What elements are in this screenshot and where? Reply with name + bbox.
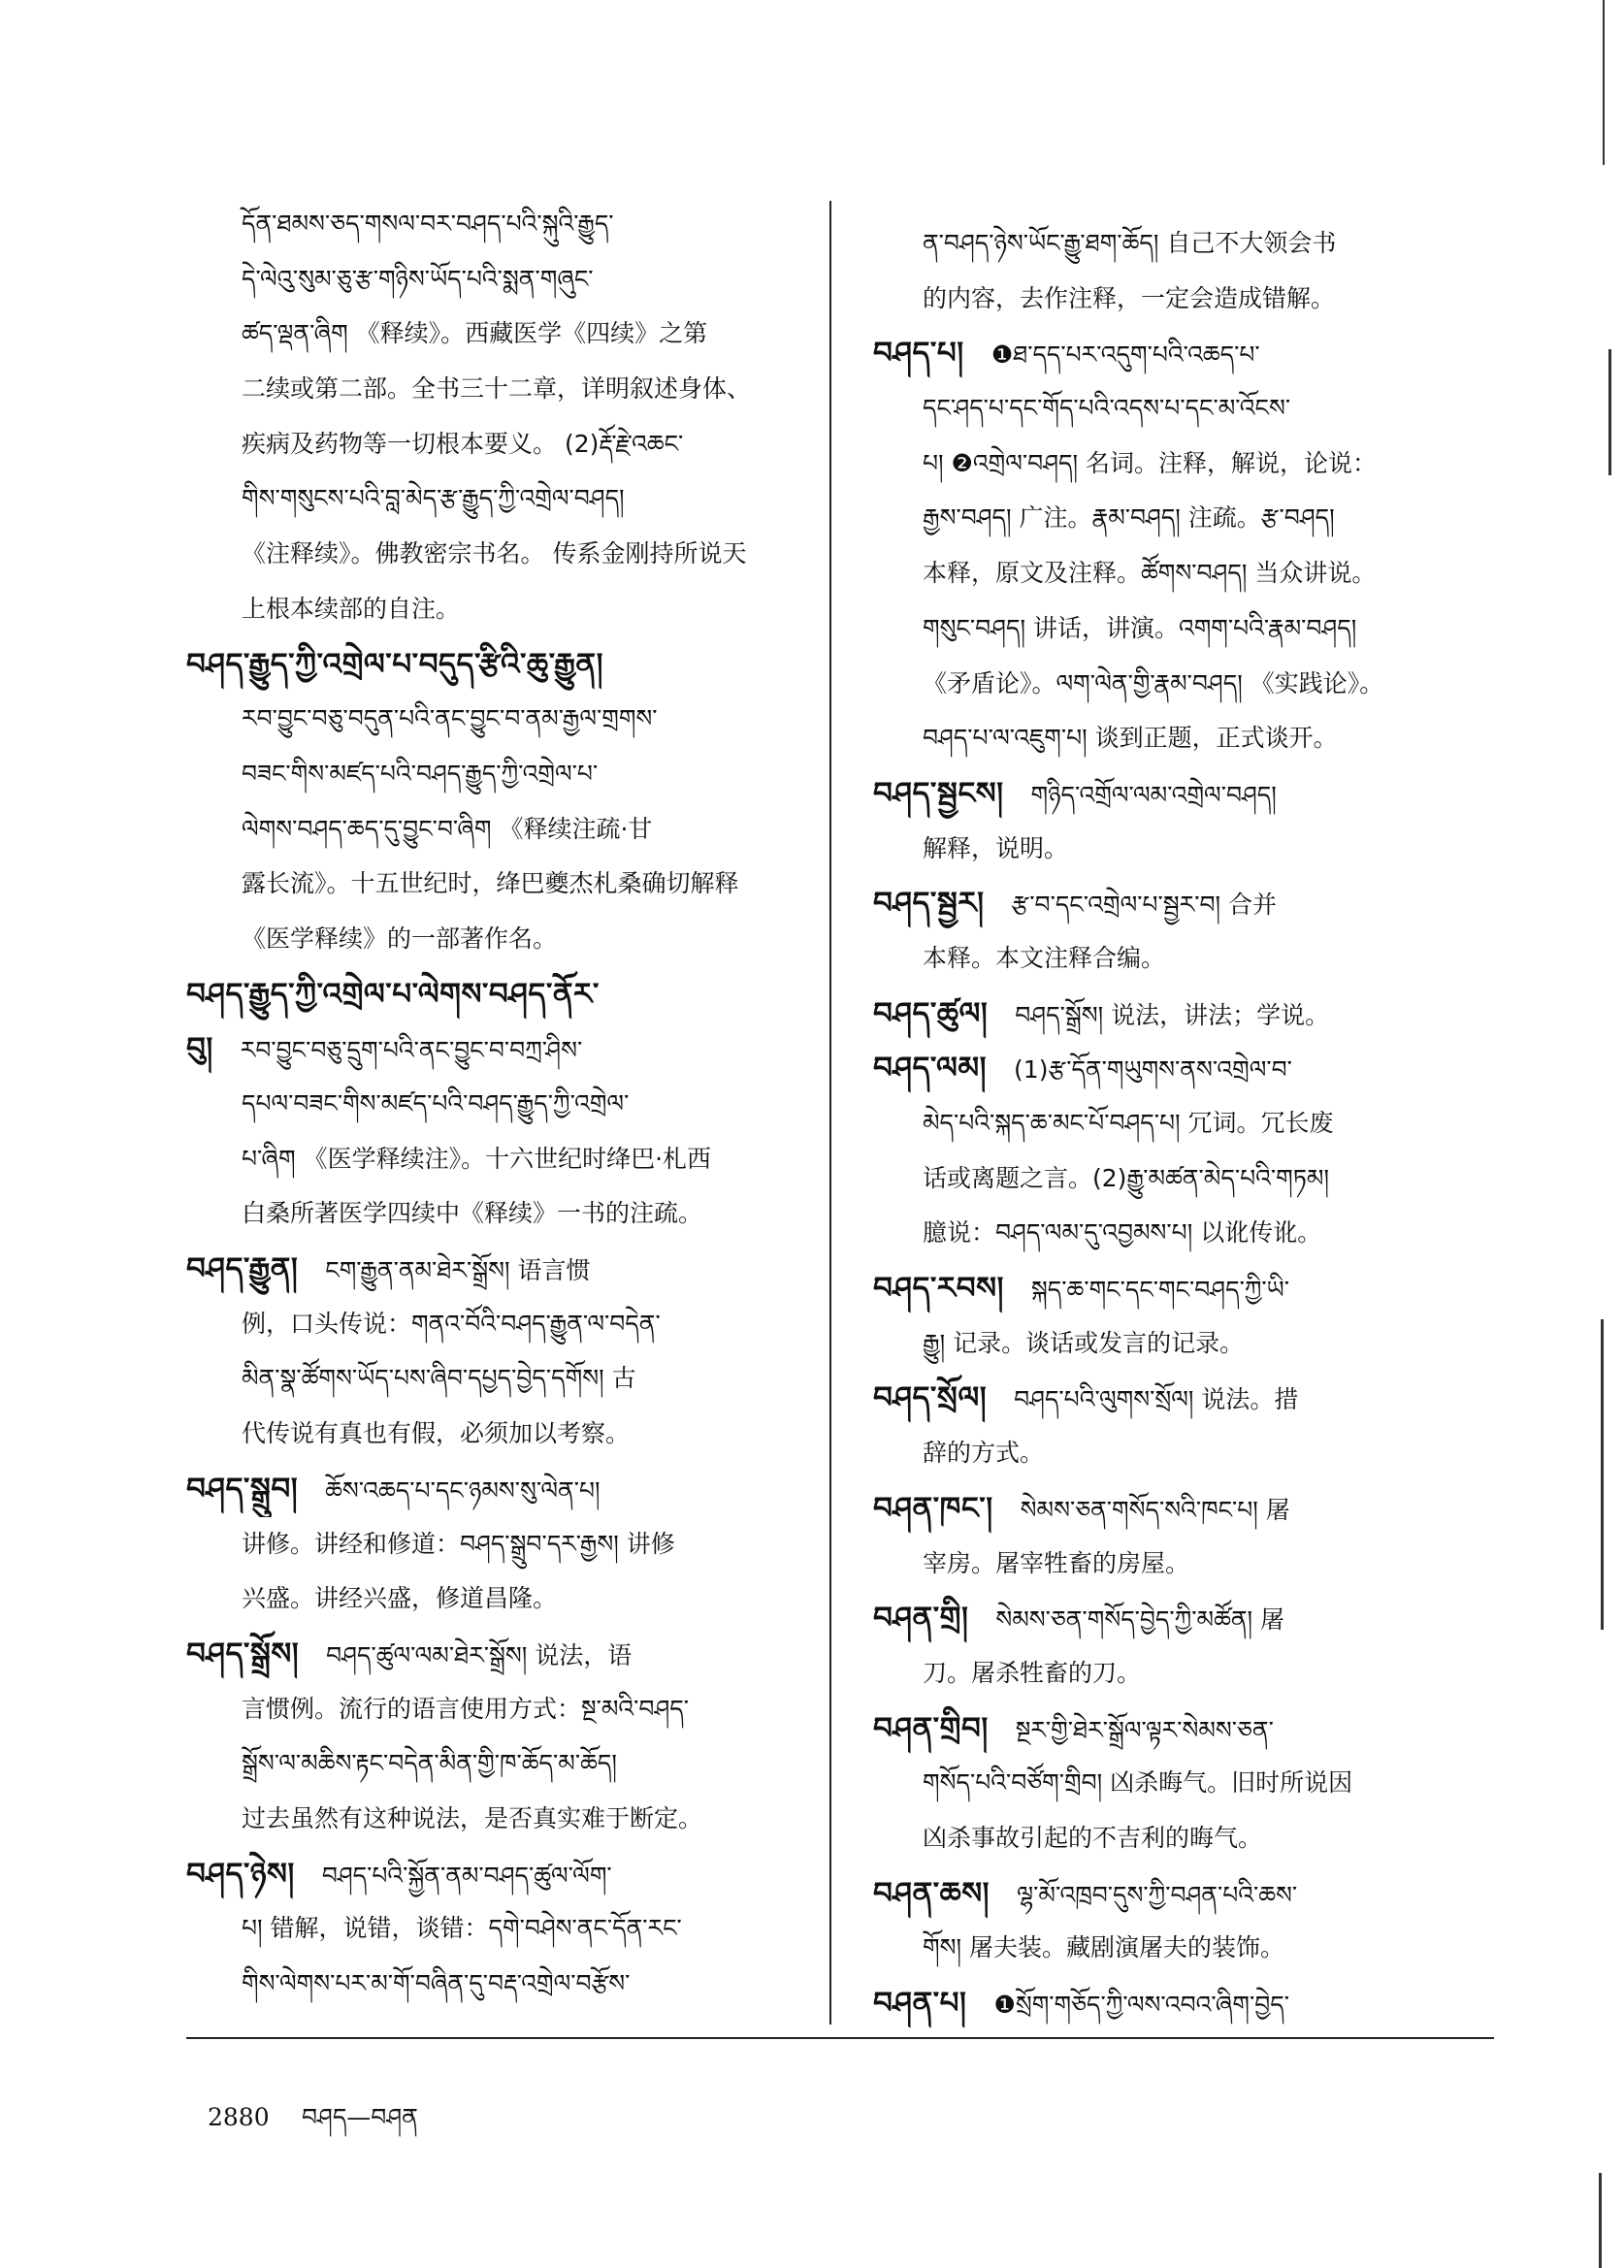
headword: བཤད་རྒྱུན། bbox=[186, 1251, 299, 1287]
guide-words: བཤད—བཤན bbox=[302, 2103, 418, 2131]
text-line bbox=[186, 471, 807, 527]
text-line bbox=[873, 822, 1496, 877]
definition-text: ཚད་ལྡན་ཞིག 《释续》。西藏医学《四续》之第 bbox=[242, 319, 708, 348]
definition-text: 言惯例。流行的语言使用方式：སྔ་མའི་བཤད་ bbox=[242, 1694, 689, 1723]
definition-text: མེད་པའི་སྐད་ཆ་མང་པོ་བཤད་པ། 冗词。冗长废 bbox=[923, 1109, 1334, 1137]
text-line bbox=[873, 491, 1496, 546]
headword: བཤད་སྦྱངས། bbox=[873, 775, 1004, 811]
text-line bbox=[186, 1297, 807, 1352]
definition-text: (1)རྩ་དོན་གཡུགས་ནས་འགྲེལ་བ་ bbox=[1014, 1055, 1292, 1085]
definition-text: 宰房。屠宰牲畜的房屋。 bbox=[923, 1548, 1190, 1577]
text-line bbox=[186, 747, 807, 802]
text-line bbox=[186, 252, 807, 308]
text-line bbox=[186, 1957, 807, 2012]
definition-text: བཤད་པ་ལ་འཇུག་པ། 谈到正题，正式谈开。 bbox=[923, 724, 1338, 753]
right-column bbox=[873, 216, 1496, 2031]
text-line bbox=[186, 802, 807, 858]
headword: བཤད་སྲོལ། bbox=[873, 1380, 988, 1416]
definition-text: པ། 错解，说错，谈错：དགེ་བཤེས་ནང་དོན་རང་ bbox=[242, 1914, 682, 1943]
definition-text: ཆོས་འཆད་པ་དང་ཉམས་སུ་ལེན་པ། bbox=[325, 1475, 601, 1505]
definition-text: པ་ཞིག 《医学释续注》。十六世纪时绛巴·札西 bbox=[242, 1144, 712, 1173]
page-number: 2880 bbox=[208, 2103, 270, 2131]
text-line bbox=[186, 1682, 807, 1737]
definition-text: 《矛盾论》。ལག་ལེན་གྱི་རྣམ་བཤད། 《实践论》。 bbox=[923, 668, 1384, 697]
entry-line bbox=[873, 766, 1496, 822]
headword: བཤན་གྲི། bbox=[873, 1601, 969, 1636]
definition-text: སེམས་ཅན་གསོད་སའི་ཁང་པ། 屠 bbox=[1020, 1495, 1290, 1524]
text-line bbox=[873, 1151, 1496, 1207]
definition-text: 二续或第二部。全书三十二章，详明叙述身体、 bbox=[242, 374, 752, 404]
entry-line bbox=[873, 1866, 1496, 1922]
text-line bbox=[873, 931, 1496, 987]
text-line bbox=[186, 912, 807, 967]
definition-text: 凶杀事故引起的不吉利的晦气。 bbox=[923, 1823, 1263, 1852]
text-line bbox=[186, 1792, 807, 1847]
headword: བཤད་ལམ། bbox=[873, 1051, 988, 1086]
entry-line bbox=[186, 1242, 807, 1297]
text-line bbox=[873, 272, 1496, 327]
entry-line bbox=[873, 876, 1496, 931]
text-line bbox=[186, 692, 807, 747]
text-line bbox=[873, 1756, 1496, 1811]
entry-line bbox=[873, 1591, 1496, 1646]
scan-edge-mark bbox=[1601, 1319, 1604, 1630]
definition-text: སྔར་གྱི་ཐེར་སྒྲོལ་ལྟར་སེམས་ཅན་ bbox=[1015, 1715, 1274, 1744]
definition-text: ❶སྲོག་གཅོད་ཀྱི་ལས་འབའ་ཞིག་བྱེད་ bbox=[993, 1991, 1290, 2019]
entry-line bbox=[873, 1371, 1496, 1426]
definition-text: 《注释续》。佛教密宗书名。 传系金刚持所说天 bbox=[242, 539, 747, 568]
text-line bbox=[873, 1811, 1496, 1866]
definition-text: 的内容，去作注释，一定会造成错解。 bbox=[923, 283, 1336, 312]
definition-text: སེམས་ཅན་གསོད་བྱེད་ཀྱི་མཚོན། 屠 bbox=[995, 1605, 1285, 1635]
definition-text: དོན་ཐམས་ཅད་གསལ་བར་བཤད་པའི་སྐུའི་རྒྱུད་ bbox=[242, 210, 614, 238]
headword: བཤད་རྒྱུད་ཀྱི་འགྲེལ་པ་ལེགས་བཤད་ནོར་ bbox=[186, 976, 600, 1012]
headword: བཤན་ཁང་། bbox=[873, 1490, 993, 1526]
entry-line bbox=[186, 967, 807, 1022]
text-line bbox=[873, 381, 1496, 437]
definition-text: 上根本续部的自注。 bbox=[242, 594, 461, 623]
text-line bbox=[186, 1901, 807, 1957]
scan-edge-mark bbox=[1599, 2173, 1602, 2268]
text-line bbox=[186, 1186, 807, 1242]
text-line bbox=[873, 1316, 1496, 1372]
definition-text: རྒྱས་བཤད། 广注。རྣམ་བཤད། 注疏。རྩ་བཤད། bbox=[923, 503, 1335, 533]
definition-text: 辞的方式。 bbox=[923, 1439, 1045, 1468]
headword: བཤན་པ། bbox=[873, 1986, 967, 2021]
text-line bbox=[873, 437, 1496, 492]
footer-rule bbox=[186, 2037, 1494, 2039]
definition-text: 臆说：བཤད་ལམ་དུ་འབྱམས་པ། 以讹传讹。 bbox=[923, 1218, 1322, 1247]
definition-text: ལེགས་བཤད་ཆད་དུ་བྱུང་བ་ཞིག 《释续注疏·甘 bbox=[242, 814, 653, 843]
definition-text: 露长流》。十五世纪时，绛巴夔杰札桑确切解释 bbox=[242, 869, 739, 898]
definition-text: 白桑所著医学四续中《释续》一书的注疏。 bbox=[242, 1199, 703, 1228]
definition-text: བཤད་སྒྲོས། 说法，讲法；学说。 bbox=[1015, 1000, 1330, 1029]
definition-text: 兴盛。讲经兴盛，修道昌隆。 bbox=[242, 1584, 558, 1613]
scan-edge-mark bbox=[1603, 0, 1605, 165]
headword: བཤད་རྒྱུད་ཀྱི་འགྲེལ་པ་བདུད་རྩིའི་ཆུ་རྒྱུན། bbox=[186, 646, 603, 682]
definition-text: ལྷ་མོ་འཁྲབ་དུས་ཀྱི་བཤན་པའི་ཆས་ bbox=[1017, 1880, 1298, 1909]
definition-text: རབ་བྱུང་བཅུ་བདུན་པའི་ནང་བྱུང་བ་ནམ་རྒྱལ་གྲགས་ bbox=[242, 704, 658, 733]
definition-text: རབ་བྱུང་བཅུ་དྲུག་པའི་ནང་བྱུང་བ་བཀྲ་ཤིས་ bbox=[240, 1036, 583, 1065]
entry-line bbox=[186, 1627, 807, 1682]
headword: བཤད་རབས། bbox=[873, 1271, 1004, 1307]
definition-text: གིས་གསུངས་པའི་བླ་མེད་རྩ་རྒྱུད་ཀྱི་འགྲེལ་བཤད། bbox=[242, 484, 625, 513]
definition-text: 《医学释续》的一部著作名。 bbox=[242, 923, 558, 953]
definition-text: སྐད་ཆ་གང་དང་གང་བཤད་ཀྱི་ཡི་ bbox=[1030, 1276, 1290, 1305]
definition-text: རྒྱུ། 记录。谈话或发言的记录。 bbox=[923, 1328, 1245, 1357]
text-line bbox=[186, 1351, 807, 1407]
text-line bbox=[873, 657, 1496, 712]
definition-text: 例，口头传说：གནའ་བོའི་བཤད་རྒྱུན་ལ་བདེན་ bbox=[242, 1309, 661, 1338]
definition-text: བཤད་ཚུལ་ལམ་ཐེར་སྒྲོས། 说法，语 bbox=[326, 1640, 633, 1669]
text-line bbox=[873, 546, 1496, 601]
text-line bbox=[186, 1736, 807, 1792]
text-line bbox=[186, 1517, 807, 1572]
definition-text: གོས། 屠夫装。藏剧演屠夫的装饰。 bbox=[923, 1933, 1284, 1962]
entry-line bbox=[186, 1462, 807, 1517]
definition-text: བཤད་པའི་སྐྱོན་ནམ་བཤད་ཚུལ་ལོག་ bbox=[321, 1861, 612, 1890]
headword: བུ། bbox=[186, 1031, 213, 1067]
text-line bbox=[186, 1571, 807, 1627]
definition-text: 本释，原文及注释。ཚོགས་བཤད། 当众讲说。 bbox=[923, 559, 1377, 588]
definition-text: བཟང་གིས་མཛད་པའི་བཤད་རྒྱུད་ཀྱི་འགྲེལ་པ་ bbox=[242, 759, 599, 788]
definition-text: 解释，说明。 bbox=[923, 833, 1069, 862]
left-column bbox=[186, 197, 807, 2012]
definition-text: དང་ཤད་པ་དང་གོད་པའི་འདས་པ་དང་མ་འོངས་ bbox=[923, 394, 1291, 423]
definition-text: དཔལ་བཟང་གིས་མཛད་པའི་བཤད་རྒྱུད་ཀྱི་འགྲེལ་ bbox=[242, 1089, 630, 1118]
definition-text: གིས་ལེགས་པར་མ་གོ་བཞིན་དུ་བརྡ་འགྲེལ་བརྩོས་ bbox=[242, 1969, 631, 1997]
text-line bbox=[186, 527, 807, 582]
headword: བཤད་ཚུལ། bbox=[873, 995, 989, 1031]
entry-line bbox=[873, 1701, 1496, 1757]
definition-text: མིན་སྣ་ཚོགས་ཡོད་པས་ཞིབ་དཔྱད་བྱེད་དགོས། 古 bbox=[242, 1364, 636, 1393]
text-line bbox=[873, 1096, 1496, 1151]
text-line bbox=[186, 307, 807, 362]
headword: བཤན་གྲིབ། bbox=[873, 1710, 989, 1746]
definition-text: 代传说有真也有假，必须加以考察。 bbox=[242, 1419, 631, 1448]
entry-line bbox=[186, 1021, 807, 1077]
definition-text: ངག་རྒྱུན་ནམ་ཐེར་སྒྲོས། 语言惯 bbox=[325, 1256, 591, 1285]
definition-text: 疾病及药物等一切根本要义。 (2)རྡོ་རྗེ་འཆང་ bbox=[242, 429, 684, 458]
text-line bbox=[873, 216, 1496, 272]
entry-line bbox=[873, 1481, 1496, 1537]
definition-text: བཤད་པའི་ལུགས་སྲོལ། 说法。措 bbox=[1014, 1385, 1299, 1414]
headword: བཤད་པ། bbox=[873, 336, 964, 372]
entry-line bbox=[873, 1261, 1496, 1316]
text-line bbox=[873, 1646, 1496, 1701]
text-line bbox=[186, 582, 807, 637]
entry-line bbox=[873, 1041, 1496, 1096]
column-divider bbox=[829, 201, 831, 2025]
headword: བཤད་སྒྲུབ། bbox=[186, 1471, 299, 1507]
entry-line bbox=[186, 637, 807, 693]
definition-text: གསོད་པའི་བཙོག་གྲིབ། 凶杀晦气。旧时所说因 bbox=[923, 1768, 1353, 1798]
definition-text: རྩ་བ་དང་འགྲེལ་པ་སྦྱར་བ། 合并 bbox=[1011, 891, 1277, 920]
definition-text: དེ་ལེའུ་སུམ་ཅུ་རྩ་གཉིས་ཡོད་པའི་སྨན་གཞུང་ bbox=[242, 264, 594, 293]
text-line bbox=[186, 362, 807, 417]
text-line bbox=[873, 1921, 1496, 1976]
definition-text: 讲修。讲经和修道：བཤད་སྒྲུབ་དར་རྒྱས། 讲修 bbox=[242, 1529, 675, 1558]
text-line bbox=[186, 1407, 807, 1462]
text-line bbox=[186, 197, 807, 252]
headword: བཤད་ཉེས། bbox=[186, 1856, 295, 1892]
text-line bbox=[873, 711, 1496, 766]
definition-text: 过去虽然有这种说法，是否真实难于断定。 bbox=[242, 1803, 703, 1832]
text-line bbox=[873, 1537, 1496, 1592]
definition-text: སྒྲོས་ལ་མཆིས་རྟང་བདེན་མིན་གྱི་ཁ་ཆོད་མ་ཆོད། bbox=[242, 1749, 617, 1778]
entry-line bbox=[186, 1847, 807, 1902]
definition-text: ❶ཐ་དད་པར་འདུག་པའི་འཆད་པ་ bbox=[991, 340, 1260, 370]
definition-text: 话或离题之言。(2)རྒྱུ་མཚན་མེད་པའི་གཏམ། bbox=[923, 1163, 1329, 1192]
headword: བཤན་ཆས། bbox=[873, 1875, 991, 1911]
text-line bbox=[186, 857, 807, 912]
scan-edge-mark bbox=[1608, 349, 1611, 475]
headword: བཤད་སྒྲོས། bbox=[186, 1636, 300, 1671]
entry-line bbox=[873, 1976, 1496, 2031]
definition-text: པ། ❷འགྲེལ་བཤད། 名词。注释，解说，论说： bbox=[923, 448, 1377, 477]
text-line bbox=[873, 1426, 1496, 1481]
definition-text: གཉིད་འགྲོལ་ལམ་འགྲེལ་བཤད། bbox=[1030, 780, 1277, 809]
definition-text: གསུང་བཤད། 讲话，讲演。འགག་པའི་རྣམ་བཤད། bbox=[923, 613, 1357, 642]
text-line bbox=[186, 1132, 807, 1187]
definition-text: 本释。本文注释合编。 bbox=[923, 943, 1166, 972]
definition-text: ན་བཤད་ཉེས་ཡོང་རྒྱུ་ཐག་ཆོད། 自己不大领会书 bbox=[923, 229, 1337, 257]
headword: བཤད་སྦྱར། bbox=[873, 886, 985, 922]
text-line bbox=[873, 601, 1496, 657]
definition-text: 刀。屠杀牲畜的刀。 bbox=[923, 1658, 1142, 1687]
entry-line bbox=[873, 326, 1496, 381]
entry-line bbox=[873, 987, 1496, 1042]
text-line bbox=[873, 1206, 1496, 1261]
text-line bbox=[186, 417, 807, 472]
text-line bbox=[186, 1077, 807, 1132]
